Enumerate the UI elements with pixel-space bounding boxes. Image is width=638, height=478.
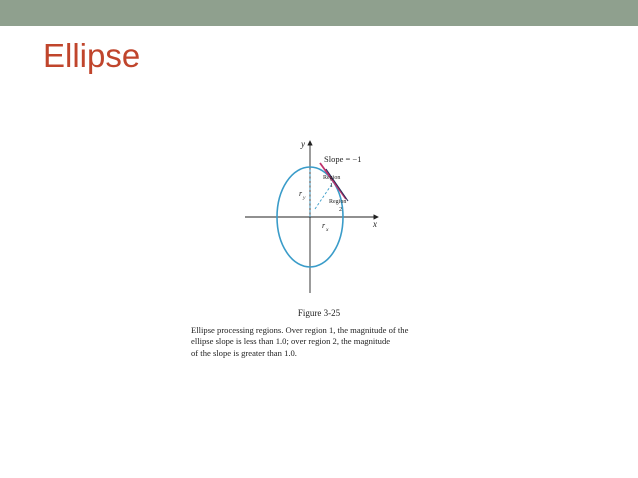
top-decorative-band bbox=[0, 0, 638, 26]
slope-label: Slope = −1 bbox=[324, 154, 362, 164]
rx-label: r bbox=[322, 221, 326, 230]
caption-line: Ellipse processing regions. Over region 1, the magnitude of the bbox=[191, 325, 409, 335]
region1-label: Region bbox=[323, 175, 341, 181]
region2-number: 2 bbox=[339, 207, 342, 213]
ry-label: r bbox=[299, 189, 303, 198]
region2-label: Region bbox=[329, 199, 347, 205]
ellipse-region-diagram bbox=[235, 133, 395, 298]
slope-tangent-line bbox=[320, 163, 346, 199]
ry-subscript: y bbox=[303, 195, 306, 201]
caption-line: ellipse slope is less than 1.0; over region 2, the magnitude bbox=[191, 336, 391, 347]
y-axis-label: y bbox=[301, 139, 305, 149]
caption-line: of the slope is greater than 1.0. bbox=[191, 347, 297, 358]
slide-title: Ellipse bbox=[43, 37, 141, 74]
x-axis-label: x bbox=[373, 219, 377, 229]
region1-number: 1 bbox=[330, 183, 333, 189]
rx-subscript: x bbox=[326, 227, 329, 233]
figure-caption-text bbox=[191, 325, 451, 359]
figure-caption-title: Figure 3-25 bbox=[297, 308, 341, 318]
